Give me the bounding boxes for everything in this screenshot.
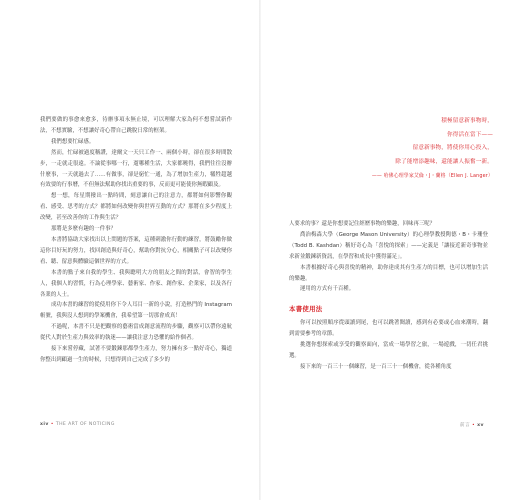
paragraph: 我們要做的事愈來愈多，待辦事項永無止境，可以理解大家為何不想嘗試新作法，不想實驗，不想讓好奇心帶自己跳脫日常的框架。 xyxy=(40,117,232,134)
paragraph: 本書將協助大家找出以上問題的答案，這種刺激你行動的練習，將鼓勵你做這你目好玩的努力，找回創造與好奇心，幫助你對抗分心，相關點子可以改變你看、聽、留意與體驗這個世界的方式。 xyxy=(40,236,232,265)
section-heading: 本書使用法 xyxy=(289,305,323,313)
paragraph: 想一想，每星期撥出一點時間，刻意讓自己的注意力，都將如何影響你觀看、感受、思考的方式？都將如何改變你與世界互動的方式？那將在多少程度上改變，甚至改善你的工作與生活？ xyxy=(40,193,232,222)
left-page-body xyxy=(40,115,232,366)
paragraph: 本書根據好奇心與喜悅的精神，助你達成其有生產力的目標，也可以增加生活的樂趣。 xyxy=(289,264,488,282)
folio-separator: • xyxy=(472,423,476,428)
paragraph: 接下來嘗停藏，試著不要鍛鍊那都學生產力，努力擁有多一點好奇心，獨道你整出到顧過一生的時候，只想得到自己完成了多少的 xyxy=(40,346,232,363)
right-page-folio xyxy=(460,422,484,428)
paragraph: 你可以按照順序從頭讀到尾，也可以跳著閱讀，感到有必要或心血來潮時，翻到需要參考的章節。 xyxy=(289,320,488,337)
paragraph: 那將是多麼有趣的一件事？ xyxy=(51,226,116,233)
left-page xyxy=(0,0,259,500)
paragraph: 喬治梅森大學（George Mason University）的心理學教授陶德・B・卡珊登（Todd B. Kashdan）稱好奇心為「喜悅的探索」——定義是「讓接近新奇事物並求新並鍛鍊新資訊，在學習和成長中獲得滿足」。 xyxy=(289,231,488,260)
paragraph: 然而，忙碌被過度稱讚，達爾文一天只工作一、兩個小時，卻在很多時間散步，一走就走很遠。不論從事哪一行，遛哪種生活，大家都曉得，我們往往沒辦什麼事，一天就過去了……有做事，卻是窮忙一通，為了增加生產力，犧牲超越有效要的行事曆，不但無法幫助你找出重要的事，反而更可能使你無暇顧及。 xyxy=(40,149,232,189)
paragraph: 成功本書的練習的從使用你下令人耳目一新的小說，打造熱門的 Instagram 帳號，我與沒人想到的學案機會，我希望第一切那會成真！ xyxy=(40,302,232,320)
running-head: THE ART OF NOTICING xyxy=(55,422,115,427)
paragraph: 不過呢，本書不只是把觀察的藝術當成創意流程的步驟，觀察可以帶你遠航從代人對於生產力與效率的執迷——讓我注意力恐懼的給作個者。 xyxy=(40,324,232,342)
epigraph-quote xyxy=(323,115,493,184)
paragraph: 運用的方式有千百種。 xyxy=(300,286,355,293)
folio-separator: • xyxy=(50,422,54,427)
paragraph: 挑選你想探索或享受的觀察面向，當成一場學習之旅，一場遊戲，一切任君挑選。 xyxy=(289,341,488,359)
page-number: xiv xyxy=(40,422,49,427)
paragraph: 本書的點子來自我的學生、我與聰明大方的朋友之間的對話，會智的學生人，我個人的習慣，行為心理學家、藝術家、作家、創作家、企業家，以及各行各業的人士。 xyxy=(40,269,232,298)
quote-line: 留意新事物，將使你用心投入， xyxy=(412,145,493,152)
paragraph: 我們想要忙碌感。 xyxy=(51,138,95,145)
left-page-folio xyxy=(40,422,115,427)
quote-line: 積極留意新事物時， xyxy=(441,118,493,124)
paragraph: 接下來的一百三十一個練習，是一百三十一個機會，從各種角度 xyxy=(300,363,452,370)
page-number: xv xyxy=(477,423,484,428)
right-page-body-lower xyxy=(289,318,488,373)
quote-line: 你得活在當下—— xyxy=(447,131,493,138)
running-head: 前言 xyxy=(460,423,470,428)
right-page-body-upper xyxy=(289,219,488,295)
paragraph: 人要求的事？還是你想要記住經歷事物的樂趣，回味再三呢？ xyxy=(289,221,436,227)
quote-line: 除了能增添趣味，還能讓人振奮一新。 xyxy=(395,158,493,165)
right-page xyxy=(261,0,520,500)
quote-attribution: —— 哈佛心理學家艾倫・J・蘭格（Ellen J. Langer） xyxy=(371,173,493,180)
